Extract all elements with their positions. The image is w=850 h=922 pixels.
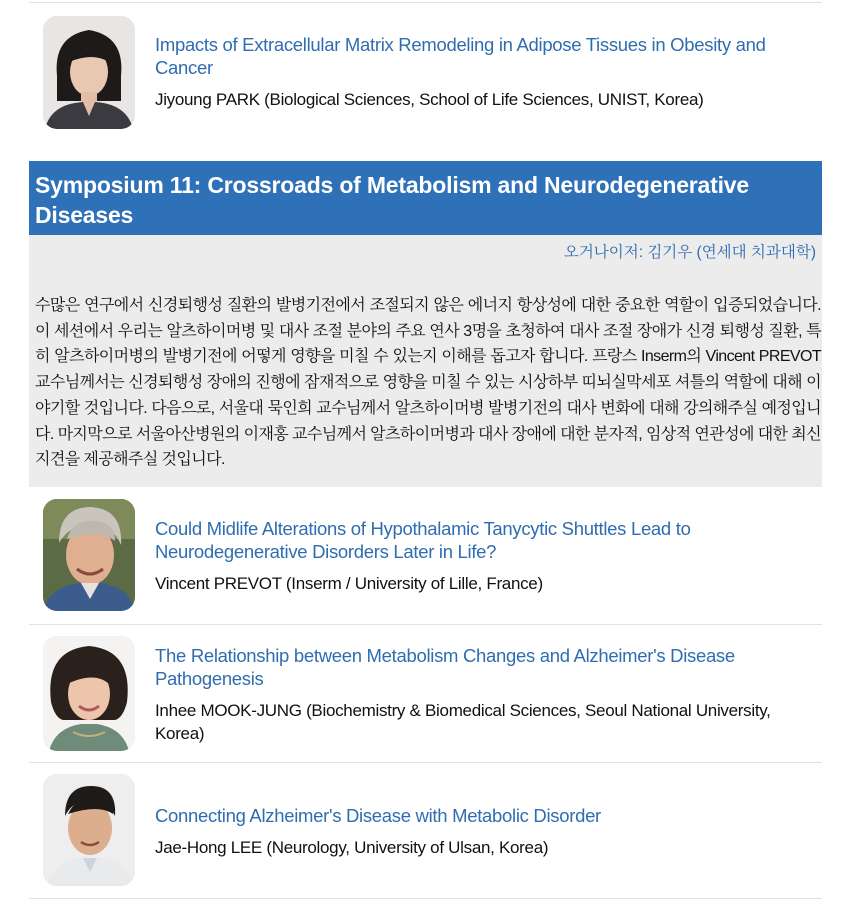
speaker-name: Vincent PREVOT (Inserm / University of Lille, France) <box>155 574 543 593</box>
symposium-header <box>29 161 822 235</box>
talk-title[interactable]: The Relationship between Metabolism Changes and Alzheimer's Disease Pathogenesis <box>155 645 735 689</box>
divider <box>29 762 822 763</box>
talk-item-prevot <box>29 498 822 624</box>
speaker-name: Jiyoung PARK (Biological Sciences, School of Life Sciences, UNIST, Korea) <box>155 90 704 109</box>
speaker-name: Inhee MOOK-JUNG (Biochemistry & Biomedical Sciences, Seoul National University, Korea) <box>155 701 771 743</box>
talk-title[interactable]: Impacts of Extracellular Matrix Remodeling in Adipose Tissues in Obesity and Cancer <box>155 34 766 78</box>
talk-item-lee <box>29 764 822 898</box>
symposium-title: Symposium 11: Crossroads of Metabolism and Neurodegenerative Diseases <box>35 172 749 228</box>
divider-bottom <box>29 898 822 899</box>
speaker-photo-park <box>43 16 135 129</box>
talk-title[interactable]: Connecting Alzheimer's Disease with Metabolic Disorder <box>155 805 601 826</box>
speaker-name: Jae-Hong LEE (Neurology, University of Ulsan, Korea) <box>155 838 549 857</box>
divider-top <box>29 2 822 3</box>
speaker-photo-prevot <box>43 499 135 611</box>
symposium-description-box <box>29 235 822 487</box>
symposium-description: 수많은 연구에서 신경퇴행성 질환의 발병기전에서 조절되지 않은 에너지 항상성에 대한 중요한 역할이 입증되었습니다. 이 세션에서 우리는 알츠하이머병 및 대사 조절 분야의 주요 연사 3명을 초청하여 대사 조절 장애가 신경 퇴행성 질환, 특히 알츠하이머병의 발병기전에 어떻게 영향을 미칠 수 있는지 이해를 돕고자 합니다. 프랑스 Inserm의 Vincent PREVOT 교수님께서는 신경퇴행성 장애의 진행에 잠재적으로 영향을 미칠 수 있는 시상하부 띠뇌실막세포 셔틀의 역할에 대해 이야기할 것입니다. 다음으로, 서울대 묵인희 교수님께서 알츠하이머병 발병기전의 대사 변화에 대해 강의해주실 예정입니다. 마지막으로 서울아산병원의 이재홍 교수님께서 알츠하이머병과 대사 장애에 대한 분자적, 임상적 연관성에 대한 최신 지견을 제공해주실 것입니다. <box>35 297 821 469</box>
organizer-label: 오거나이저: 김기우 (연세대 치과대학) <box>563 244 816 261</box>
divider <box>29 624 822 625</box>
speaker-photo-lee <box>43 774 135 886</box>
talk-item-mook-jung <box>29 626 822 762</box>
talk-title[interactable]: Could Midlife Alterations of Hypothalamic Tanycytic Shuttles Lead to Neurodegenerative Disorders Later in Life? <box>155 518 691 562</box>
speaker-photo-mook-jung <box>43 636 135 751</box>
talk-item-park <box>29 14 822 134</box>
